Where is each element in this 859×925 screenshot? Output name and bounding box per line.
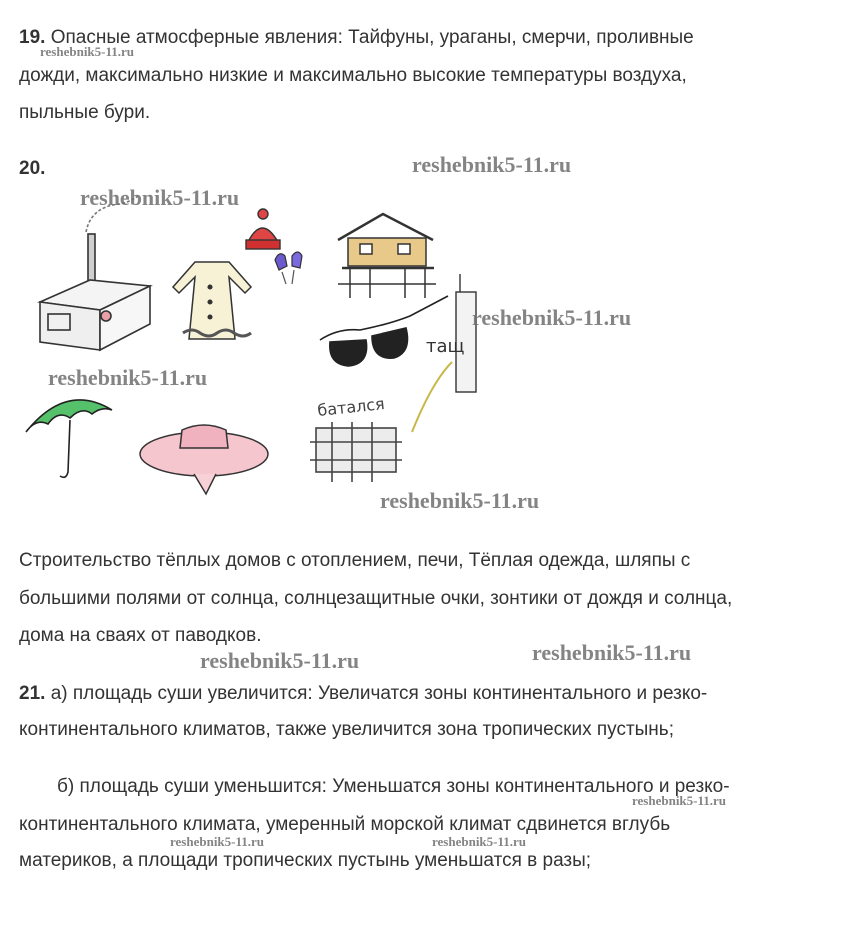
q20-answer-line-3: дома на сваях от паводков. (19, 625, 262, 646)
umbrella-drawing (26, 400, 112, 477)
q21-b-line-1: б) площадь суши уменьшится: Уменьшатся зоны континентального и резко- (57, 776, 730, 797)
winter-hat-drawing (246, 209, 280, 249)
watermark: reshebnik5-11.ru (412, 152, 572, 177)
q20-answer-line-2: большими полями от солнца, солнцезащитные очки, зонтики от дождя и солнца, (19, 588, 733, 609)
watermark: reshebnik5-11.ru (432, 834, 527, 849)
socket-label: тащ (426, 336, 465, 357)
q21-a-line-1 (19, 682, 707, 706)
q21-a-text-1: а) площадь суши увеличится: Увеличатся зоны континентального и резко- (50, 683, 708, 704)
watermark: reshebnik5-11.ru (200, 648, 360, 673)
stilt-house-drawing (338, 214, 436, 298)
q19-text-1: Опасные атмосферные явления: Тайфуны, ураганы, смерчи, проливные (50, 27, 694, 48)
q21-b-line-3: материков, а площади тропических пустынь уменьшатся в разы; (19, 850, 592, 871)
sun-hat-drawing (140, 425, 268, 494)
battery-drawing (310, 422, 402, 482)
watermark: reshebnik5-11.ru (632, 793, 727, 808)
q19-number: 19. (19, 27, 46, 48)
q21-a-line-2: континентального климатов, также увеличится зона тропических пустынь; (19, 719, 674, 740)
mittens-drawing (275, 252, 302, 284)
watermark: reshebnik5-11.ru (80, 185, 240, 210)
stove-drawing (40, 196, 150, 350)
watermark: reshebnik5-11.ru (40, 44, 135, 59)
watermark: reshebnik5-11.ru (472, 305, 632, 330)
q21-b-line-2: континентального климата, умеренный морской климат сдвинется вглубь (19, 814, 671, 835)
q19-line-3: пыльные бури. (19, 102, 151, 123)
q21-number: 21. (19, 683, 46, 704)
watermark: reshebnik5-11.ru (380, 488, 540, 513)
watermark: reshebnik5-11.ru (532, 640, 692, 665)
q20-number: 20. (19, 158, 46, 179)
q20-answer-line-1: Строительство тёплых домов с отоплением, печи, Тёплая одежда, шляпы с (19, 550, 691, 571)
q19-line-2: дожди, максимально низкие и максимально высокие температуры воздуха, (19, 65, 687, 86)
sign-text: батался (316, 394, 386, 420)
coat-drawing (173, 262, 251, 339)
watermark: reshebnik5-11.ru (170, 834, 265, 849)
watermark: reshebnik5-11.ru (48, 365, 208, 390)
hand-drawn-illustrations (20, 192, 620, 512)
